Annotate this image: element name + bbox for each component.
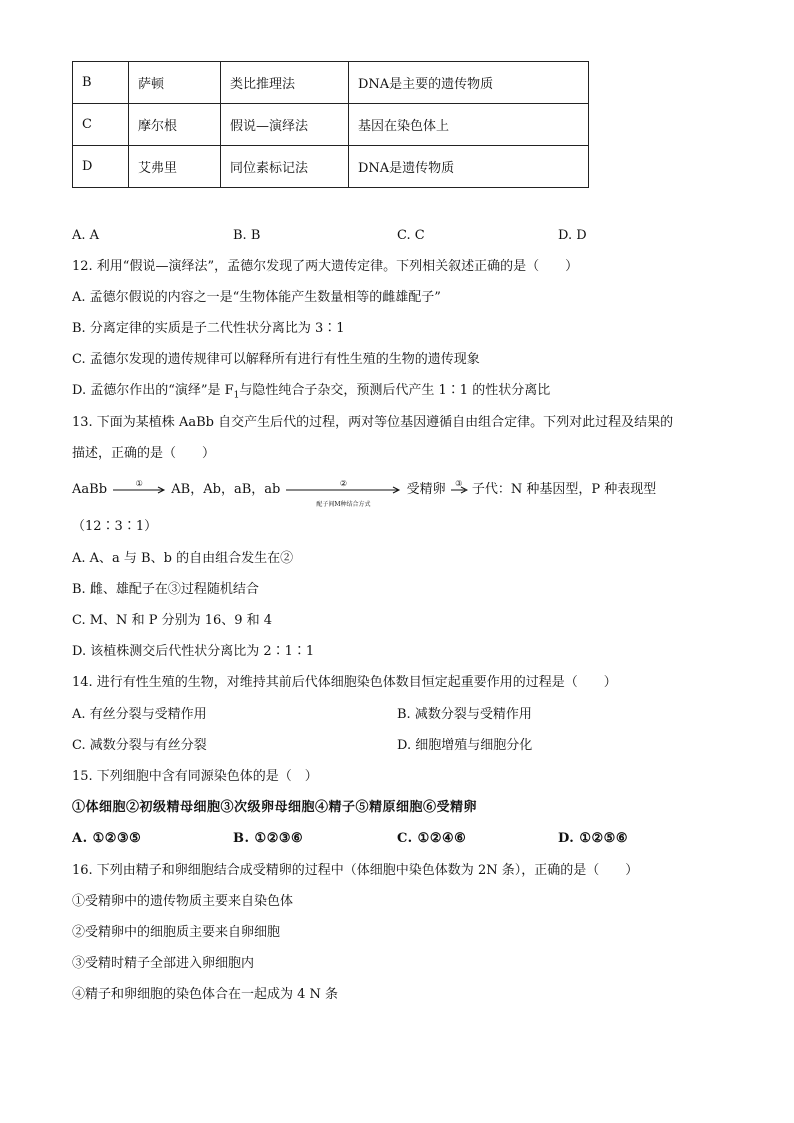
q15-option-d[interactable]: D. ①②⑤⑥ — [558, 831, 628, 846]
flow-arrow-2 — [284, 478, 402, 508]
table-row — [73, 104, 589, 146]
q12-stem: 12. 利用“假说—演绎法”，孟德尔发现了两大遗传定律。下列相关叙述正确的是（ ） — [72, 259, 579, 274]
flow-step3-label: ③ — [455, 478, 463, 488]
q16-stem: 16. 下列由精子和卵细胞结合成受精卵的过程中（体细胞中染色体数为 2N 条），正确的是（ ） — [72, 863, 639, 878]
q15-option-b[interactable]: B. ①②③⑥ — [233, 831, 304, 846]
q11-option-c[interactable]: C. C — [397, 228, 425, 243]
table-row — [73, 146, 589, 188]
table-row — [73, 62, 589, 104]
row-scientist: 摩尔根 — [129, 104, 221, 146]
q15-option-c[interactable]: C. ①②④⑥ — [397, 831, 467, 846]
q12-option-a[interactable]: A. 孟德尔假说的内容之一是“生物体能产生数量相等的雌雄配子” — [72, 290, 441, 305]
q12-option-c[interactable]: C. 孟德尔发现的遗传规律可以解释所有进行有性生殖的生物的遗传现象 — [72, 352, 480, 367]
row-conclusion: DNA是遗传物质 — [349, 146, 589, 188]
row-method: 同位素标记法 — [221, 146, 349, 188]
q14-option-d[interactable]: D. 细胞增殖与细胞分化 — [397, 738, 533, 753]
comparison-table — [72, 61, 589, 188]
flow-result: 子代：N 种基因型，P 种表现型 — [471, 482, 657, 497]
q13-ratio: （12∶3∶1） — [72, 519, 158, 534]
q14-stem: 14. 进行有性生殖的生物，对维持其前后代体细胞染色体数目恒定起重要作用的过程是（ ） — [72, 675, 617, 690]
q13-option-a[interactable]: A. A、a 与 B、b 的自由组合发生在② — [72, 551, 294, 566]
q16-statement-2: ②受精卵中的细胞质主要来自卵细胞 — [72, 925, 281, 940]
flow-gametes: AB，Ab，aB，ab — [171, 482, 281, 497]
row-conclusion: DNA是主要的遗传物质 — [349, 62, 589, 104]
q13-flow-diagram — [72, 478, 657, 508]
q15-list: ①体细胞②初级精母细胞③次级卵母细胞④精子⑤精原细胞⑥受精卵 — [72, 800, 478, 815]
q13-option-c[interactable]: C. M、N 和 P 分别为 16、9 和 4 — [72, 613, 273, 628]
flow-arrow-1 — [111, 478, 167, 494]
q13-option-b[interactable]: B. 雌、雄配子在③过程随机结合 — [72, 582, 259, 597]
q12-option-d-sub: 1 — [233, 390, 240, 401]
q12-option-d-post: 与隐性纯合子杂交，预测后代产生 1∶1 的性状分离比 — [239, 383, 551, 398]
q12-option-d-pre: D. 孟德尔作出的“演绎”是 F — [72, 383, 234, 398]
flow-start: AaBb — [72, 482, 108, 497]
flow-step1-label: ① — [135, 478, 143, 488]
q12-option-d[interactable] — [72, 383, 550, 404]
q15-option-a[interactable]: A. ①②③⑤ — [72, 831, 142, 846]
row-letter: D — [73, 146, 129, 188]
row-method: 假说—演绎法 — [221, 104, 349, 146]
q13-option-d[interactable]: D. 该植株测交后代性状分离比为 2∶1∶1 — [72, 644, 315, 659]
row-scientist: 萨顿 — [129, 62, 221, 104]
q15-stem: 15. 下列细胞中含有同源染色体的是（ ） — [72, 769, 318, 784]
row-scientist: 艾弗里 — [129, 146, 221, 188]
q16-statement-1: ①受精卵中的遗传物质主要来自染色体 — [72, 894, 294, 909]
flow-step2-label: ② — [339, 478, 348, 488]
q16-statement-3: ③受精时精子全部进入卵细胞内 — [72, 956, 255, 971]
q13-stem-line2: 描述，正确的是（ ） — [72, 446, 216, 461]
q12-option-b[interactable]: B. 分离定律的实质是子二代性状分离比为 3∶1 — [72, 321, 345, 336]
q16-statement-4: ④精子和卵细胞的染色体合在一起成为 4 N 条 — [72, 987, 339, 1002]
row-conclusion: 基因在染色体上 — [349, 104, 589, 146]
q11-option-d[interactable]: D. D — [558, 228, 587, 243]
flow-zygote: 受精卵 — [406, 482, 446, 497]
row-method: 类比推理法 — [221, 62, 349, 104]
q11-option-a[interactable]: A. A — [72, 228, 100, 243]
flow-arrow-3 — [450, 478, 468, 494]
row-letter: B — [73, 62, 129, 104]
q14-option-b[interactable]: B. 减数分裂与受精作用 — [397, 707, 532, 722]
q14-option-a[interactable]: A. 有丝分裂与受精作用 — [72, 707, 207, 722]
q11-option-b[interactable]: B. B — [233, 228, 261, 243]
q14-option-c[interactable]: C. 减数分裂与有丝分裂 — [72, 738, 207, 753]
q13-stem-line1: 13. 下面为某植株 AaBb 自交产生后代的过程，两对等位基因遵循自由组合定律。下列对此过程及结果的 — [72, 415, 674, 430]
row-letter: C — [73, 104, 129, 146]
flow-step2-note: 配子间M种结合方式 — [316, 500, 371, 508]
